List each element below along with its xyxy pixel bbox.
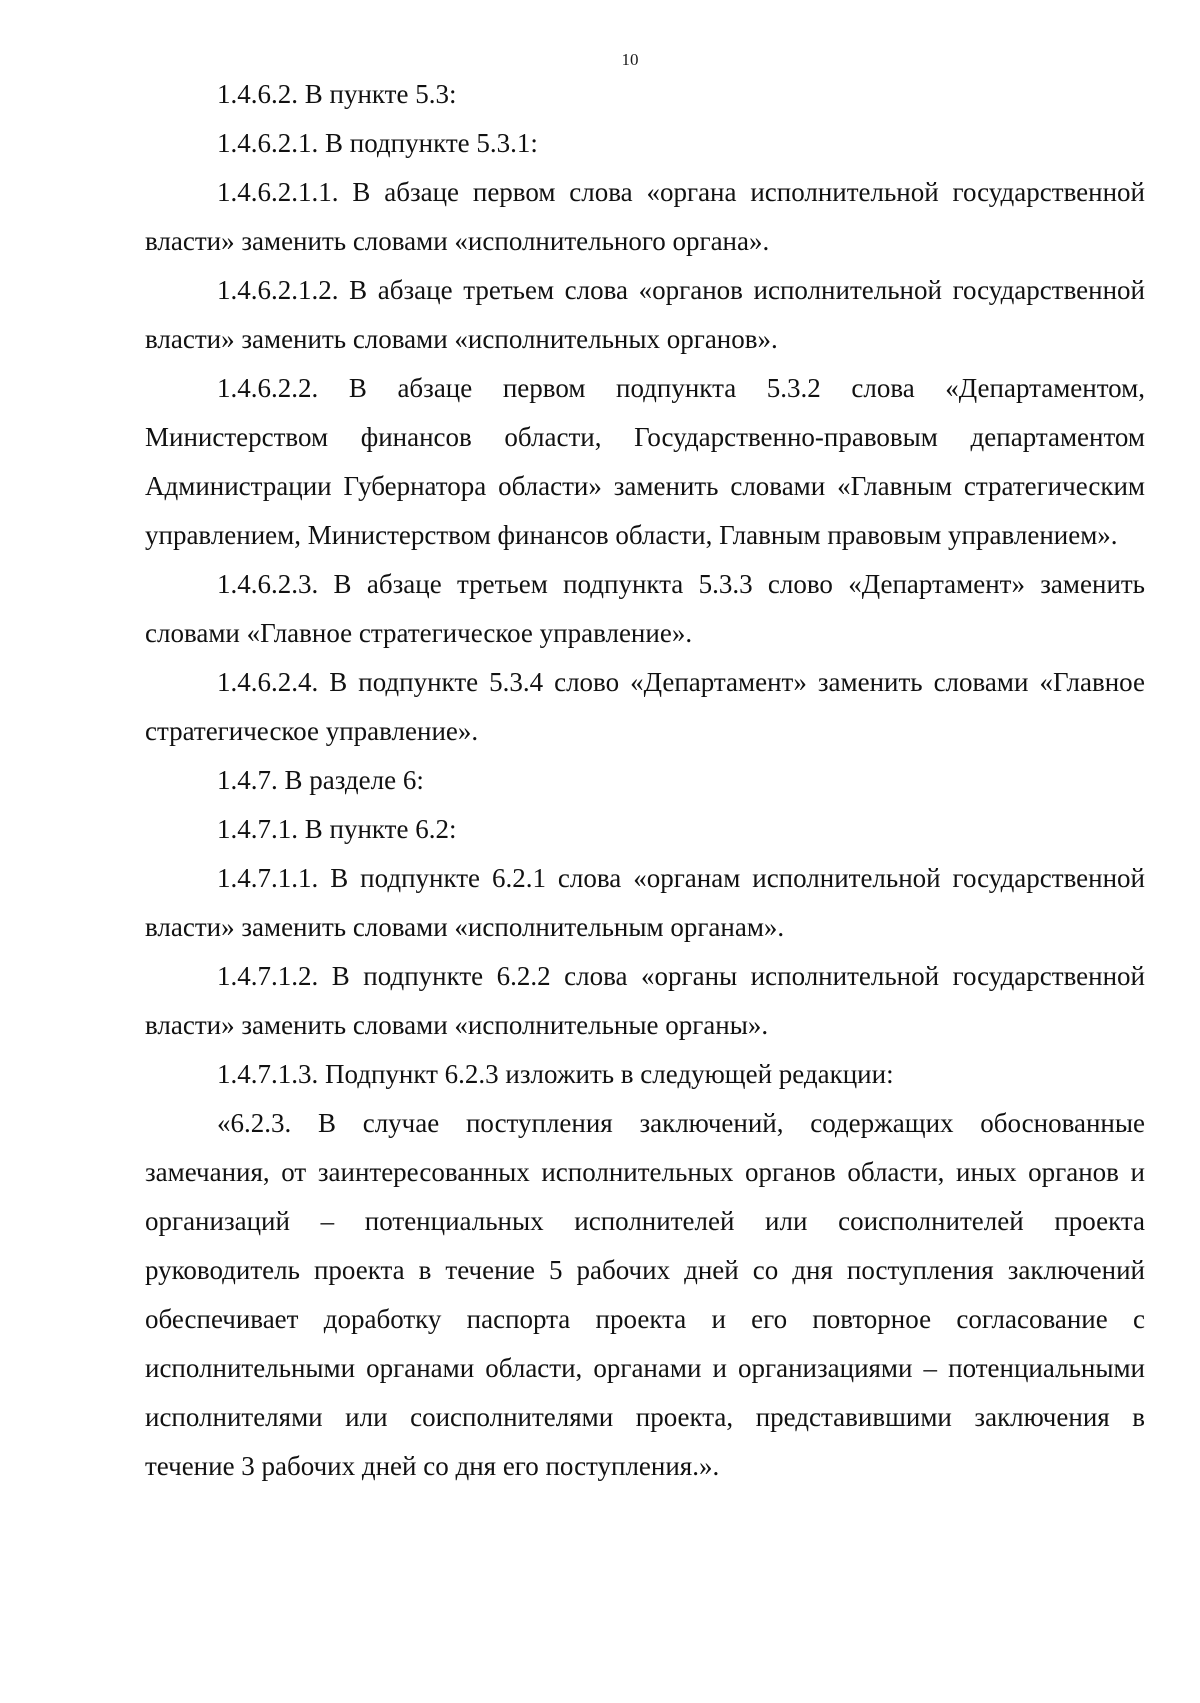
paragraph-1-4-6-2-3: 1.4.6.2.3. В абзаце третьем подпункта 5.3.3 слово «Департамент» заменить словами «Главное стратегическое управление». <box>145 569 1145 648</box>
paragraph-1-4-7-1-2: 1.4.7.1.2. В подпункте 6.2.2 слова «органы исполнительной государственной власти» заменить словами «исполнительные органы». <box>145 961 1145 1040</box>
page-number: 10 <box>621 50 639 69</box>
paragraph-quoted-6-2-3: «6.2.3. В случае поступления заключений, содержащих обоснованные замечания, от заинтересованных исполнительных органов области, иных органов и организаций – потенциальных исполнителей или соисполнителей проекта руководитель проекта в течение 5 рабочих дней со дня поступления заключений обеспечивает доработку паспорта проекта и его повторное согласование с исполнительными органами области, органами и организациями – потенциальными исполнителями или соисполнителями проекта, представившими заключения в течение 3 рабочих дней со дня его поступления.». <box>145 1108 1145 1481</box>
paragraph-1-4-6-2-4: 1.4.6.2.4. В подпункте 5.3.4 слово «Департамент» заменить словами «Главное стратегическое управление». <box>145 667 1145 746</box>
paragraph-1-4-7: 1.4.7. В разделе 6: <box>217 765 424 795</box>
paragraph-1-4-7-1-1: 1.4.7.1.1. В подпункте 6.2.1 слова «органам исполнительной государственной власти» заменить словами «исполнительным органам». <box>145 863 1145 942</box>
document-body <box>145 70 1145 1491</box>
paragraph-1-4-6-2-1-1: 1.4.6.2.1.1. В абзаце первом слова «органа исполнительной государственной власти» заменить словами «исполнительного органа». <box>145 177 1145 256</box>
paragraph-1-4-6-2-1-2: 1.4.6.2.1.2. В абзаце третьем слова «органов исполнительной государственной власти» заменить словами «исполнительных органов». <box>145 275 1145 354</box>
paragraph-1-4-7-1-3: 1.4.7.1.3. Подпункт 6.2.3 изложить в следующей редакции: <box>217 1059 894 1089</box>
paragraph-1-4-6-2-1: 1.4.6.2.1. В подпункте 5.3.1: <box>217 128 538 158</box>
paragraph-1-4-6-2: 1.4.6.2. В пункте 5.3: <box>217 79 457 109</box>
paragraph-1-4-6-2-2: 1.4.6.2.2. В абзаце первом подпункта 5.3.2 слова «Департаментом, Министерством финансов области, Государственно-правовым департаментом Администрации Губернатора области» заменить словами «Главным стратегическим управлением, Министерством финансов области, Главным правовым управлением». <box>145 373 1145 550</box>
paragraph-1-4-7-1: 1.4.7.1. В пункте 6.2: <box>217 814 457 844</box>
